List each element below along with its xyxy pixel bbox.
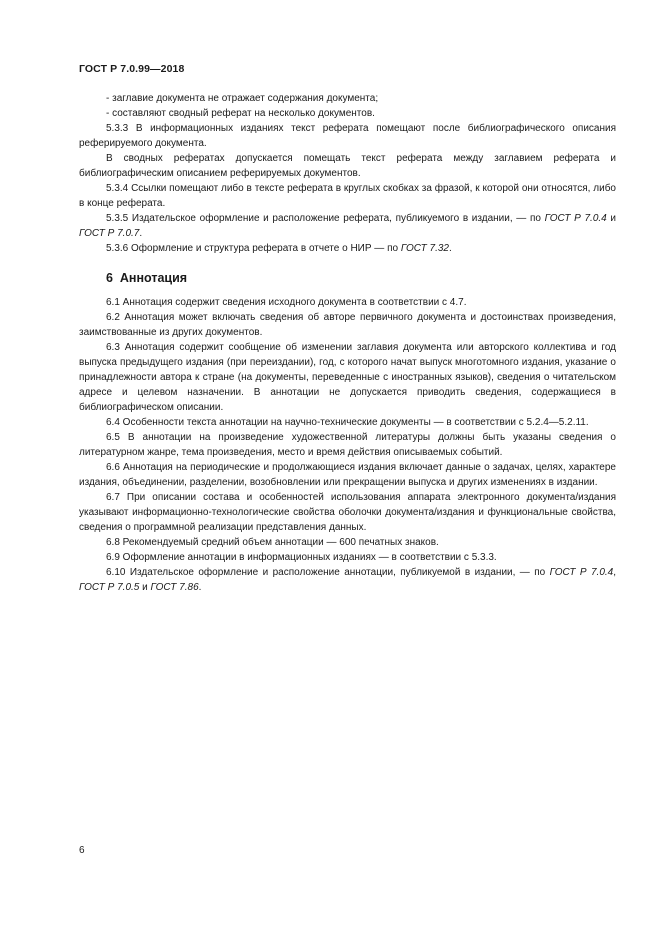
list-item: - составляют сводный реферат на несколько документов. — [106, 108, 375, 119]
list-item: - заглавие документа не отражает содержания документа; — [106, 93, 379, 104]
running-header: ГОСТ Р 7.0.99—2018 — [79, 63, 185, 75]
paragraph-5-3-6: 5.3.6 Оформление и структура реферата в отчете о НИР — по ГОСТ 7.32. — [106, 243, 452, 254]
paragraph-6-3: 6.3 Аннотация содержит сообщение об изменении заглавия документа или авторского коллектива и год выпуска предыдущего издания (при переиздании), год, с которого начат выпуск многотомного издания, указание о принадлежности автора к стране (на документы, переведенные с иностранных языков), сведения о читательском адресе и целевом назначении. В аннотации не допускается приводить сведения, содержащиеся в библиографическом описании. — [79, 342, 616, 413]
paragraph-6-4: 6.4 Особенности текста аннотации на научно-технические документы — в соответствии с 5.2.4—5.2.11. — [106, 417, 589, 428]
paragraph-5-3-4: 5.3.4 Ссылки помещают либо в тексте реферата в круглых скобках за фразой, к которой они относятся, либо в конце реферата. — [79, 183, 616, 209]
paragraph-6-8: 6.8 Рекомендуемый средний объем аннотации — 600 печатных знаков. — [106, 537, 439, 548]
paragraph-5-3-3: 5.3.3 В информационных изданиях текст реферата помещают после библиографического описания реферируемого документа. — [79, 123, 616, 149]
paragraph-6-6: 6.6 Аннотация на периодические и продолжающиеся издания включает данные о задачах, целях, характере издания, объединении, разделении, возобновлении или прекращении выпуска и других изменениях в издании. — [79, 462, 616, 488]
paragraph-6-9: 6.9 Оформление аннотации в информационных изданиях — в соответствии с 5.3.3. — [106, 552, 497, 563]
paragraph-6-7: 6.7 При описании состава и особенностей использования аппарата электронного документа/издания указывают информационно-технологические свойства оболочки документа/издания и функциональные свойства, сведения о программной реализации представления данных. — [79, 492, 616, 533]
paragraph-6-10: 6.10 Издательское оформление и расположение аннотации, публикуемой в издании, — по ГОСТ Р 7.0.4, ГОСТ Р 7.0.5 и ГОСТ 7.86. — [79, 567, 616, 593]
paragraph-5-3-3-note: В сводных рефератах допускается помещать текст реферата между заглавием реферата и библиографическим описанием реферируемых документов. — [79, 153, 616, 179]
section-heading: 6 Аннотация — [106, 271, 188, 285]
paragraph-5-3-5: 5.3.5 Издательское оформление и расположение реферата, публикуемого в издании, — по ГОСТ Р 7.0.4 и ГОСТ Р 7.0.7. — [79, 213, 617, 239]
paragraph-6-5: 6.5 В аннотации на произведение художественной литературы должны быть указаны сведения о литературном жанре, тема произведения, место и время действия описываемых событий. — [79, 432, 616, 458]
paragraph-6-2: 6.2 Аннотация может включать сведения об авторе первичного документа и достоинствах произведения, заимствованные из других документов. — [79, 312, 616, 338]
document-body — [79, 91, 616, 595]
paragraph-6-1: 6.1 Аннотация содержит сведения исходного документа в соответствии с 4.7. — [106, 297, 467, 308]
page-number: 6 — [79, 845, 85, 856]
